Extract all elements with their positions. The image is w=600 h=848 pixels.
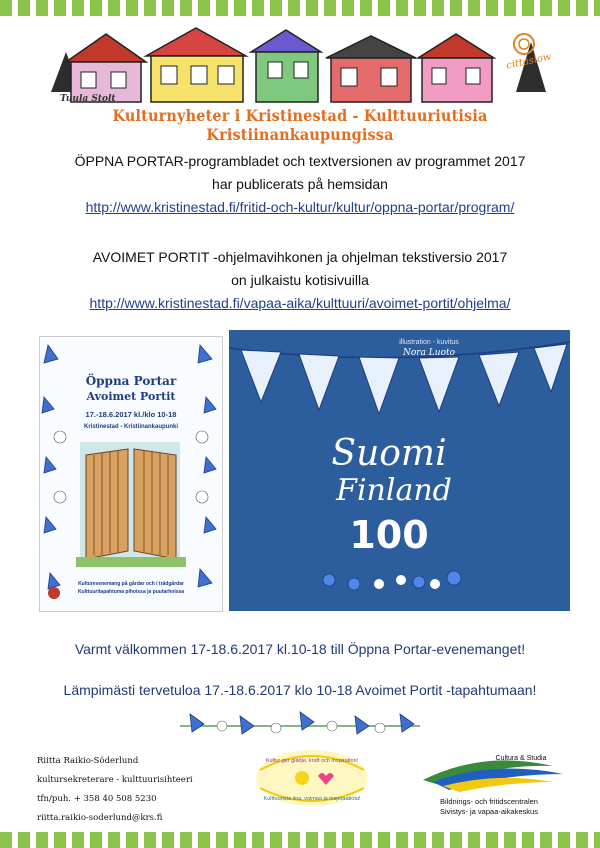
oppna-portar-poster <box>39 336 223 612</box>
contact-email[interactable]: riitta.raikio-soderlund@krs.fi <box>37 813 163 823</box>
logo-slogan-finnish: Kulttuurista iloa, voimaa ja inspiraatiota! <box>263 796 361 802</box>
kultur-slogan-logo <box>252 746 372 810</box>
logo-line-swedish: Bildnings- och fritidscentralen <box>440 797 538 806</box>
finnish-program-link[interactable]: http://www.kristinestad.fi/vapaa-aika/kulttuuri/avoimet-portit/ohjelma/ <box>89 295 511 311</box>
bellflower-decoration <box>180 706 420 740</box>
bottom-decorative-stripe <box>0 832 600 848</box>
welcome-finnish: Lämpimästi tervetuloa 17.-18.6.2017 klo 10-18 Avoimet Portit -tapahtumaan! <box>63 682 537 698</box>
houses-banner-illustration <box>46 22 556 104</box>
poster-title-finnish: Avoimet Portit <box>86 390 176 403</box>
finnish-line-2: on julkaistu kotisivuilla <box>231 272 369 288</box>
poster-footer-finnish: Kulttuuritapahtuma pihoissa ja puutarhoissa <box>77 589 185 595</box>
poster-credit-name: Nora Luoto <box>402 348 456 358</box>
poster-number-100: 100 <box>349 513 429 557</box>
swedish-line-2: har publicerats på hemsidan <box>212 176 388 192</box>
page-headline: Kulturnyheter i Kristinestad - Kulttuuriutisia Kristiinankaupungissa <box>112 106 488 144</box>
top-decorative-stripe <box>0 0 600 16</box>
contact-title: kultursekreterare - kulttuurisihteeri <box>37 775 193 785</box>
finnish-announcement <box>0 246 600 315</box>
swedish-line-1: ÖPPNA PORTAR-programbladet och textversionen av programmet 2017 <box>74 153 526 169</box>
poster-logo-icon <box>48 587 60 599</box>
poster-credit-label: illustration - kuvitus <box>399 339 459 346</box>
welcome-swedish: Varmt välkommen 17-18.6.2017 kl.10-18 till Öppna Portar-evenemanget! <box>74 641 526 657</box>
cittaslow-logo: cittaslow <box>505 51 553 72</box>
finnish-line-1: AVOIMET PORTIT -ohjelmavihkonen ja ohjelman tekstiversio 2017 <box>92 249 508 265</box>
cultura-studia-logo <box>403 746 575 818</box>
swedish-announcement <box>0 150 600 219</box>
poster-dates: 17.-18.6.2017 kl./klo 10-18 <box>85 410 177 419</box>
contact-name: Riitta Raikio-Söderlund <box>37 756 139 766</box>
poster-title-swedish: Öppna Portar <box>85 374 177 388</box>
logo-slogan-swedish: Kultur ger glädje, kraft och inspiration! <box>265 758 359 764</box>
artist-signature: Tuula Stolt <box>60 94 116 104</box>
logo-line-finnish: Sivistys- ja vapaa-aikakeskus <box>440 807 538 816</box>
contact-info <box>37 752 193 828</box>
suomi-finland-100-poster <box>229 330 570 611</box>
contact-phone: tfn/puh. + 358 40 508 5230 <box>37 794 157 804</box>
poster-word-suomi: Suomi <box>331 433 447 474</box>
swedish-program-link[interactable]: http://www.kristinestad.fi/fritid-och-kultur/kultur/oppna-portar/program/ <box>85 199 515 215</box>
poster-word-finland: Finland <box>336 473 452 508</box>
smiley-icon <box>295 771 309 785</box>
poster-place: Kristinestad - Kristiinankaupunki <box>83 424 179 430</box>
poster-footer-swedish: Kulturevenemang på gårdar och i trädgårdar <box>78 581 184 587</box>
logo-brand: Cultura & Studia <box>495 755 547 762</box>
